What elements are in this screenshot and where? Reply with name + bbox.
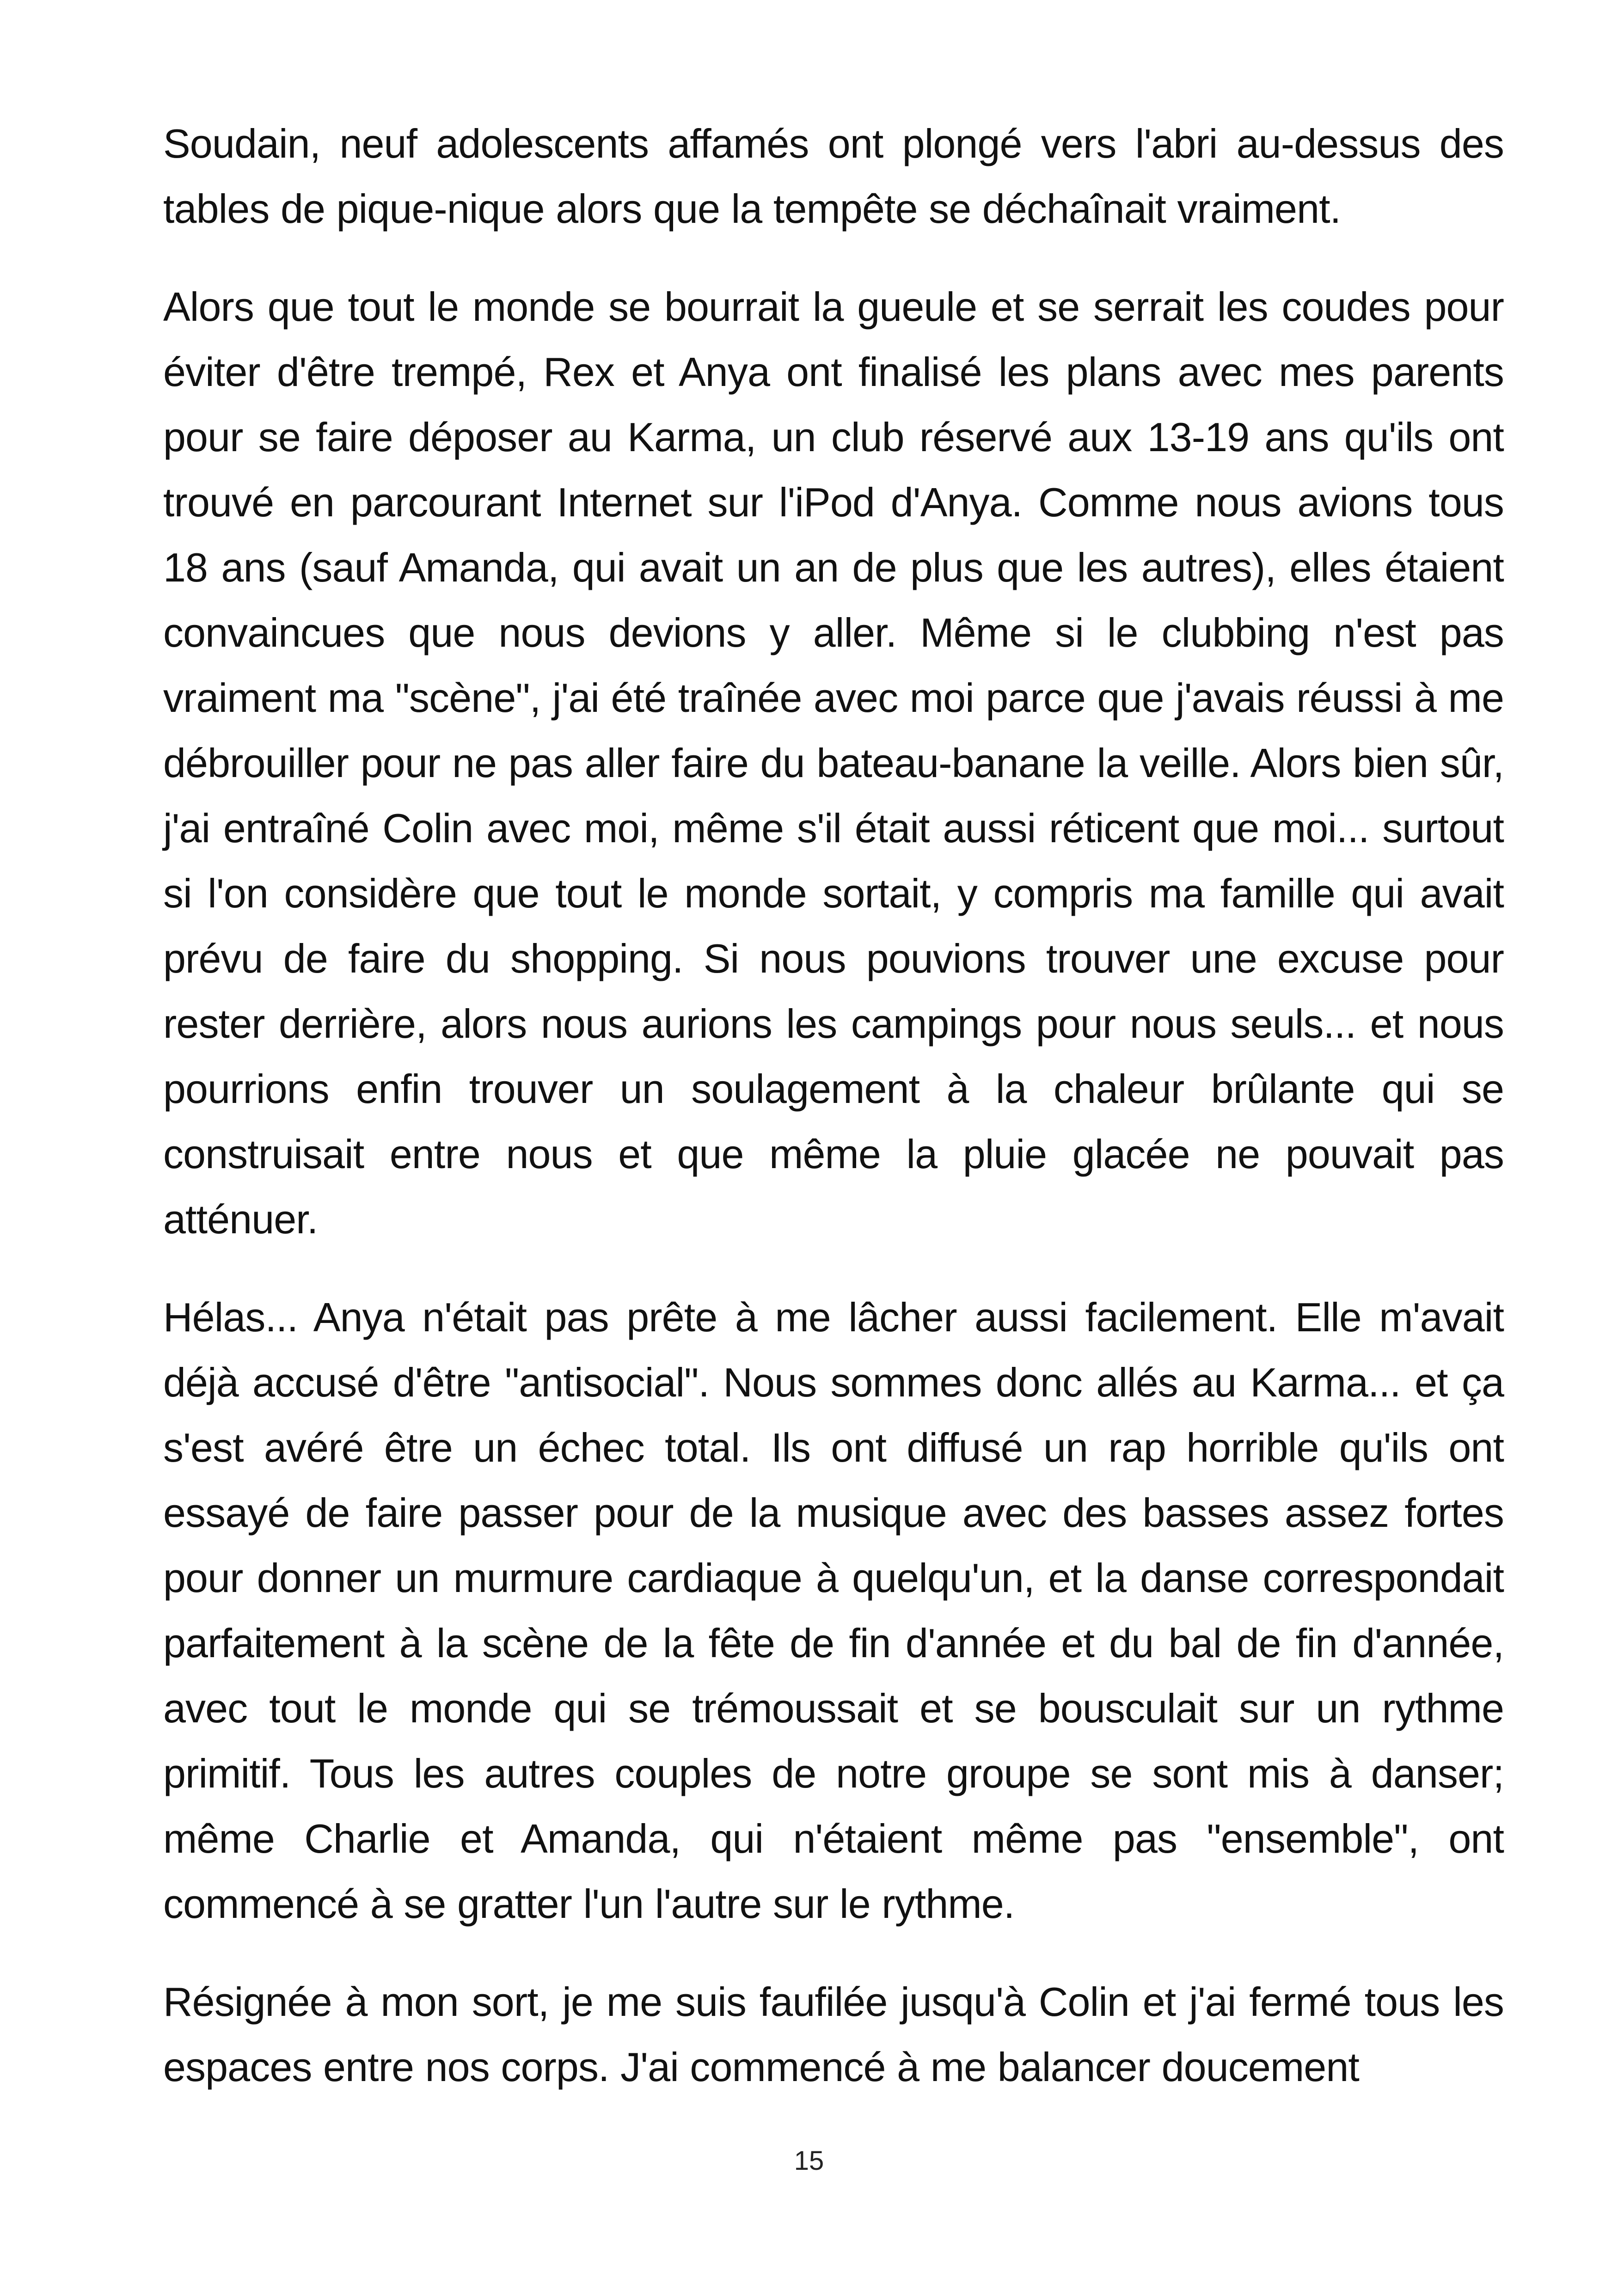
body-text (163, 111, 1504, 2132)
paragraph-3: Hélas... Anya n'était pas prête à me lâcher aussi facilement. Elle m'avait déjà accusé d'être "antisocial". Nous sommes donc allés au Karma... et ça s'est avéré être un échec total. Ils ont diffusé un rap horrible qu'ils ont essayé de faire passer pour de la musique avec des basses assez fortes pour donner un murmure cardiaque à quelqu'un, et la danse correspondait parfaitement à la scène de la fête de fin d'année et du bal de fin d'année, avec tout le monde qui se trémoussait et se bousculait sur un rythme primitif. Tous les autres couples de notre groupe se sont mis à danser; même Charlie et Amanda, qui n'étaient même pas "ensemble", ont commencé à se gratter l'un l'autre sur le rythme. (163, 1294, 1504, 1927)
paragraph-1: Soudain, neuf adolescents affamés ont plongé vers l'abri au-dessus des tables de pique-nique alors que la tempête se déchaînait vraiment. (163, 121, 1504, 232)
paragraph-4: Résignée à mon sort, je me suis faufilée jusqu'à Colin et j'ai fermé tous les espaces entre nos corps. J'ai commencé à me balancer doucement (163, 1979, 1504, 2090)
page-number: 15 (794, 2146, 824, 2176)
paragraph-2: Alors que tout le monde se bourrait la gueule et se serrait les coudes pour éviter d'être trempé, Rex et Anya ont finalisé les plans avec mes parents pour se faire déposer au Karma, un club réservé aux 13-19 ans qu'ils ont trouvé en parcourant Internet sur l'iPod d'Anya. Comme nous avions tous 18 ans (sauf Amanda, qui avait un an de plus que les autres), elles étaient convaincues que nous devions y aller. Même si le clubbing n'est pas vraiment ma "scène", j'ai été traînée avec moi parce que j'avais réussi à me débrouiller pour ne pas aller faire du bateau-banane la veille. Alors bien sûr, j'ai entraîné Colin avec moi, même s'il était aussi réticent que moi... surtout si l'on considère que tout le monde sortait, y compris ma famille qui avait prévu de faire du shopping. Si nous pouvions trouver une excuse pour rester derrière, alors nous aurions les campings pour nous seuls... et nous pourrions enfin trouver un soulagement à la chaleur brûlante qui se construisait entre nous et que même la pluie glacée ne pouvait pas atténuer. (163, 284, 1504, 1242)
